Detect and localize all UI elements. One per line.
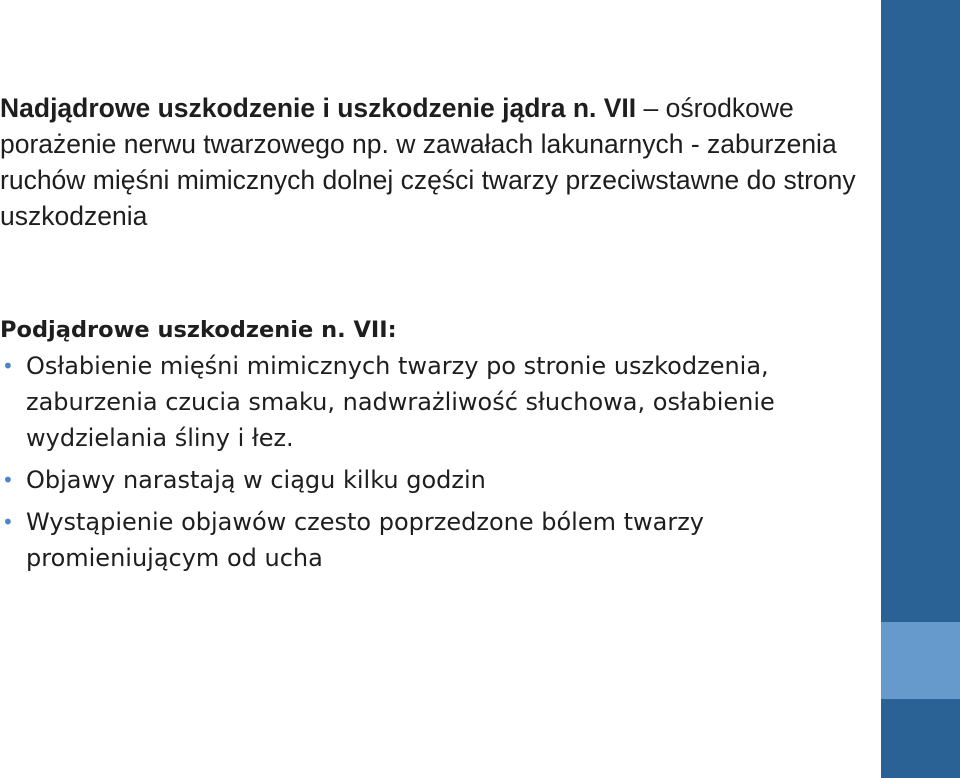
section-infranuclear-heading: Podjądrowe uszkodzenie n. VII: [0,317,397,343]
section-supranuclear-body: – ośrodkowe porażenie nerwu twarzowego np. w zawałach lakunarnych - zaburzenia ruchów mięśni mimicznych dolnej części twarzy przeciwstawne do strony uszkodzenia [0,93,856,231]
side-panel-accent [881,622,960,699]
bullet-text: Osłabienie mięśni mimicznych twarzy po stronie uszkodzenia, zaburzenia czucia smaku, nadwrażliwość słuchowa, osłabienie wydzielania śliny i łez. [26,352,775,452]
bullet-text: Objawy narastają w ciągu kilku godzin [26,466,486,494]
bullet-item [0,504,860,576]
bullet-item [0,462,860,498]
section-supranuclear [0,90,860,234]
section-supranuclear-lead: Nadjądrowe uszkodzenie i uszkodzenie jądra n. VII [0,93,637,123]
bullet-list [0,348,860,576]
bullet-icon: • [2,468,14,492]
bullet-icon: • [2,354,14,378]
bullet-icon: • [2,510,14,534]
bullet-item [0,348,860,456]
section-infranuclear [0,312,860,576]
bullet-text: Wystąpienie objawów czesto poprzedzone bólem twarzy promieniującym od ucha [26,508,704,572]
